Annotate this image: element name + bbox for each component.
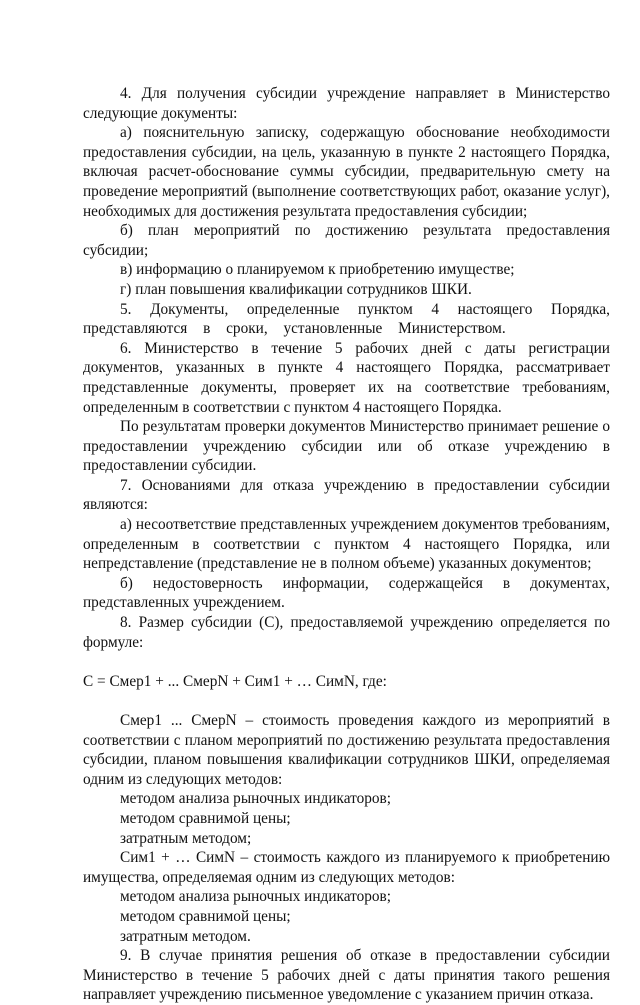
spacer [83, 691, 610, 711]
paragraph-4a: а) пояснительную записку, содержащую обоснование необходимости предоставления субсидии, на цель, указанную в пункте 2 настоящего Порядка, включая расчет-обоснование суммы субсидии, предварительную смету на проведение мероприятий (выполнение соответствующих работ, оказание услуг), необходимых для достижения результата предоставления субсидии; [83, 124, 610, 220]
spacer [83, 652, 610, 672]
paragraph-4d: г) план повышения квалификации сотрудников ШКИ. [120, 280, 472, 298]
paragraph-7b: б) недостоверность информации, содержащейся в документах, представленных учреждением. [83, 574, 610, 612]
paragraph-4: 4. Для получения субсидии учреждение направляет в Министерство следующие документы: [83, 85, 610, 122]
paragraph-7a: а) несоответствие представленных учреждением документов требованиям, определенным в соответствии с пунктом 4 настоящего Порядка, или непредставление (представление не в полном объеме) указанных документов; [83, 516, 610, 573]
paragraph-7: 7. Основаниями для отказа учреждению в предоставлении субсидии являются: [83, 476, 610, 514]
paragraph-sim: Сим1 + … СимN – стоимость каждого из планируемого к приобретению имущества, определяемая одним из следующих методов: [83, 849, 610, 886]
paragraph-6: 6. Министерство в течение 5 рабочих дней с даты регистрации документов, указанных в пункте 4 настоящего Порядка, рассматривает представленные документы, проверяет их на соответствие требованиям, определенным в соответствии с пунктом 4 настоящего Порядка. [83, 339, 610, 416]
paragraph-5: 5. Документы, определенные пунктом 4 настоящего Порядка, представляются в сроки, установленные Министерством. [83, 300, 610, 338]
paragraph-9: 9. В случае принятия решения об отказе в предоставлении субсидии Министерство в течение 5 рабочих дней с даты принятия такого решения направляет учреждению письменное уведомление с указанием причин отказа. [83, 947, 610, 1004]
method-item: методом сравнимой цены; [120, 809, 291, 827]
method-item: методом сравнимой цены; [120, 907, 291, 925]
document-page [83, 84, 610, 1005]
paragraph-8: 8. Размер субсидии (С), предоставляемой учреждению определяется по формуле: [83, 614, 610, 651]
method-item: затратным методом. [120, 927, 251, 945]
paragraph-4b: б) план мероприятий по достижению результата предоставления субсидии; [83, 222, 610, 259]
method-item: затратным методом; [120, 829, 252, 847]
method-item: методом анализа рыночных индикаторов; [120, 790, 392, 808]
formula: С = Смер1 + ... СмерN + Сим1 + … СимN, где: [83, 672, 387, 690]
paragraph-4c: в) информацию о планируемом к приобретению имуществе; [120, 261, 515, 279]
method-item: методом анализа рыночных индикаторов; [120, 888, 392, 906]
paragraph-6b: По результатам проверки документов Министерство принимает решение о предоставлении учреждению субсидии или об отказе учреждению в предоставлении субсидии. [83, 418, 610, 475]
paragraph-smer: Смер1 ... СмерN – стоимость проведения каждого из мероприятий в соответствии с планом мероприятий по достижению результата предоставления субсидии, планом повышения квалификации сотрудников ШКИ, определяемая одним из следующих методов: [83, 712, 610, 788]
